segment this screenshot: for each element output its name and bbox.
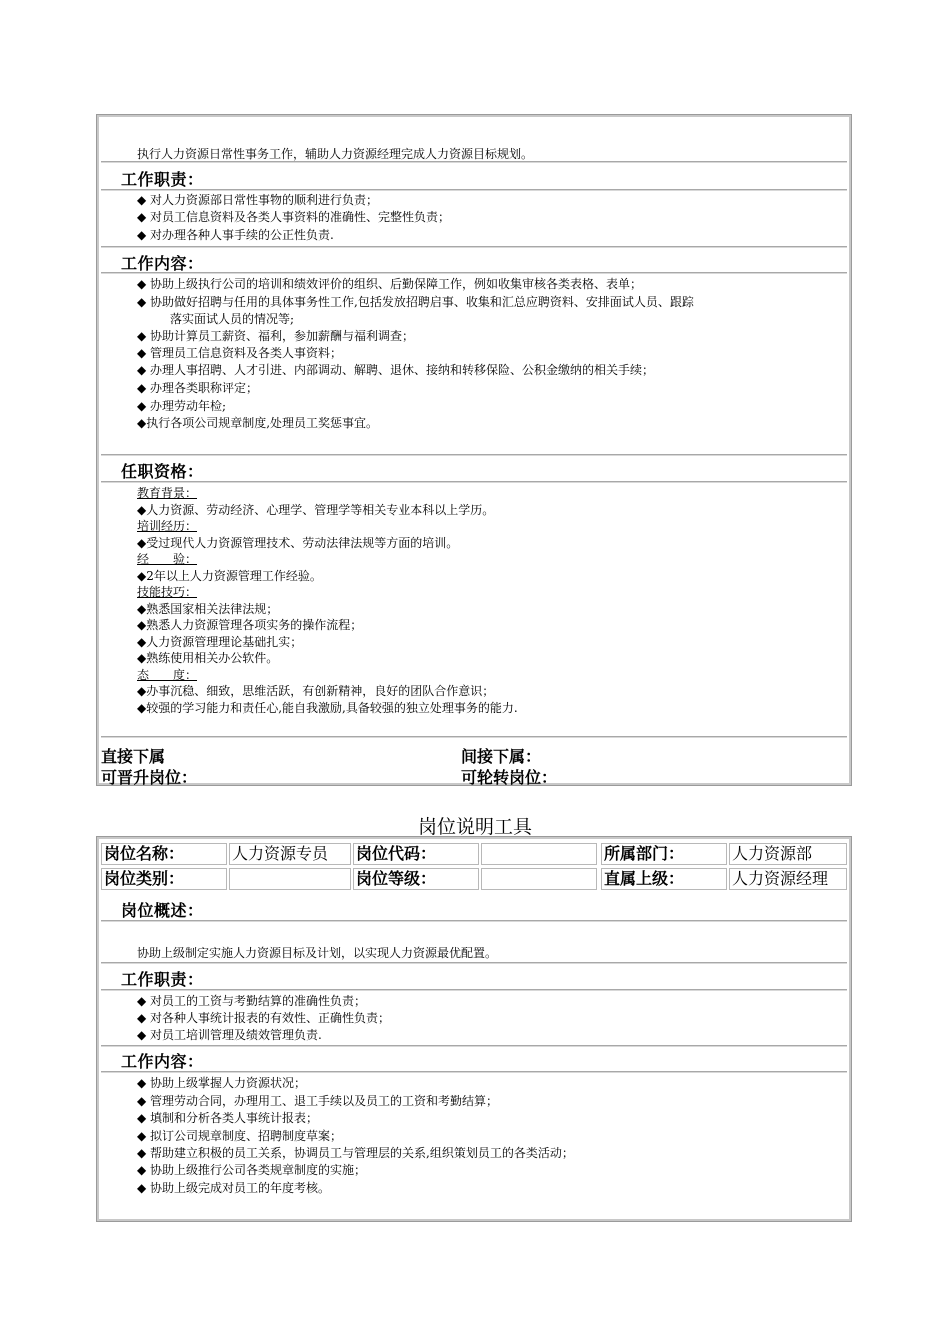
qual-item: ◆较强的学习能力和责任心,能自我激励,具备较强的独立处理事务的能力. bbox=[137, 701, 518, 715]
qual-label-training: 培训经历： bbox=[137, 519, 198, 533]
divider bbox=[101, 989, 847, 991]
divider bbox=[101, 736, 847, 738]
job-description-box-2 bbox=[96, 836, 852, 1222]
department-label: 所属部门： bbox=[601, 843, 727, 865]
duty-item: ◆ 对各种人事统计报表的有效性、正确性负责； bbox=[137, 1011, 391, 1025]
qual-item: ◆熟练使用相关办公软件。 bbox=[137, 651, 279, 665]
content-item: ◆ 办理劳动年检; bbox=[137, 399, 227, 413]
qual-label-education: 教育背景： bbox=[137, 486, 198, 500]
content-item: ◆ 协助上级执行公司的培训和绩效评价的组织、后勤保障工作，例如收集审核各类表格、表单； bbox=[137, 277, 643, 291]
position-level-label: 岗位等级： bbox=[353, 868, 479, 890]
content-item: ◆ 管理劳动合同，办理用工、退工手续以及员工的工资和考勤结算； bbox=[137, 1094, 499, 1108]
duties-heading: 工作职责： bbox=[121, 170, 204, 189]
direct-subordinate-label: 直接下属 bbox=[101, 747, 166, 766]
indirect-subordinate-label: 间接下属： bbox=[461, 747, 542, 766]
job-summary: 协助上级制定实施人力资源目标及计划，以实现人力资源最优配置。 bbox=[137, 946, 498, 960]
divider bbox=[101, 962, 847, 964]
job-summary: 执行人力资源日常性事务工作，辅助人力资源经理完成人力资源目标规划。 bbox=[137, 147, 534, 161]
position-level-value bbox=[481, 868, 597, 890]
qual-item: ◆人力资源管理理论基础扎实； bbox=[137, 635, 303, 649]
qual-item: ◆人力资源、劳动经济、心理学、管理学等相关专业本科以上学历。 bbox=[137, 503, 495, 517]
content-item: ◆ 填制和分析各类人事统计报表； bbox=[137, 1111, 319, 1125]
qual-item: ◆熟悉国家相关法律法规； bbox=[137, 602, 279, 616]
duty-item: ◆ 对员工的工资与考勤结算的准确性负责； bbox=[137, 994, 367, 1008]
content-item: ◆执行各项公司规章制度,处理员工奖惩事宜。 bbox=[137, 416, 379, 430]
duty-item: ◆ 对员工培训管理及绩效管理负责. bbox=[137, 1028, 322, 1042]
content-item: ◆ 管理员工信息资料及各类人事资料； bbox=[137, 346, 343, 360]
qual-item: ◆熟悉人力资源管理各项实务的操作流程； bbox=[137, 618, 363, 632]
content-heading: 工作内容： bbox=[121, 1052, 204, 1071]
position-category-label: 岗位类别： bbox=[101, 868, 227, 890]
content-item: ◆ 拟订公司规章制度、招聘制度草案； bbox=[137, 1129, 343, 1143]
duty-item: ◆ 对员工信息资料及各类人事资料的准确性、完整性负责； bbox=[137, 210, 451, 224]
divider bbox=[101, 272, 847, 274]
content-item: 落实面试人员的情况等; bbox=[170, 312, 295, 326]
divider bbox=[101, 454, 847, 456]
position-code-value bbox=[481, 843, 597, 865]
overview-heading: 岗位概述： bbox=[121, 901, 204, 920]
divider bbox=[101, 481, 847, 483]
supervisor-value: 人力资源经理 bbox=[729, 868, 847, 890]
content-item: ◆ 帮助建立积极的员工关系，协调员工与管理层的关系,组织策划员工的各类活动； bbox=[137, 1146, 574, 1160]
content-item: ◆ 办理各类职称评定； bbox=[137, 381, 259, 395]
content-heading: 工作内容： bbox=[121, 254, 204, 273]
job-description-box-1 bbox=[96, 114, 852, 786]
qual-label-skills: 技能技巧： bbox=[137, 585, 198, 599]
divider bbox=[101, 189, 847, 191]
qual-item: ◆办事沉稳、细致，思维活跃，有创新精神，良好的团队合作意识； bbox=[137, 684, 495, 698]
divider bbox=[101, 920, 847, 922]
page-title: 岗位说明工具 bbox=[417, 816, 532, 838]
duty-item: ◆ 对办理各种人事手续的公正性负责. bbox=[137, 228, 334, 242]
content-item: ◆ 协助上级掌握人力资源状况； bbox=[137, 1076, 307, 1090]
content-item: ◆ 协助上级完成对员工的年度考核。 bbox=[137, 1181, 331, 1195]
promotion-position-label: 可晋升岗位： bbox=[101, 768, 198, 787]
supervisor-label: 直属上级： bbox=[601, 868, 727, 890]
position-code-label: 岗位代码： bbox=[353, 843, 479, 865]
divider bbox=[101, 1071, 847, 1073]
rotation-position-label: 可轮转岗位： bbox=[461, 768, 558, 787]
position-category-value bbox=[229, 868, 351, 890]
position-name-label: 岗位名称： bbox=[101, 843, 227, 865]
qual-item: ◆受过现代人力资源管理技术、劳动法律法规等方面的培训。 bbox=[137, 536, 459, 550]
divider bbox=[101, 246, 847, 248]
qual-label-experience: 经 验： bbox=[137, 552, 198, 566]
qualifications-heading: 任职资格： bbox=[121, 462, 204, 481]
qual-label-attitude: 态 度： bbox=[137, 668, 198, 682]
content-item: ◆ 协助上级推行公司各类规章制度的实施； bbox=[137, 1163, 367, 1177]
position-name-value: 人力资源专员 bbox=[229, 843, 351, 865]
content-item: ◆ 协助做好招聘与任用的具体事务性工作,包括发放招聘启事、收集和汇总应聘资料、安排面试人员、跟踪 bbox=[137, 295, 694, 309]
qual-item: ◆2年以上人力资源管理工作经验。 bbox=[137, 569, 322, 583]
duties-heading: 工作职责： bbox=[121, 970, 204, 989]
department-value: 人力资源部 bbox=[729, 843, 847, 865]
content-item: ◆ 协助计算员工薪资、福利，参加薪酬与福利调查； bbox=[137, 329, 415, 343]
divider bbox=[101, 1045, 847, 1047]
duty-item: ◆ 对人力资源部日常性事物的顺利进行负责； bbox=[137, 193, 379, 207]
content-item: ◆ 办理人事招聘、人才引进、内部调动、解聘、退休、接纳和转移保险、公积金缴纳的相关手续； bbox=[137, 363, 655, 377]
